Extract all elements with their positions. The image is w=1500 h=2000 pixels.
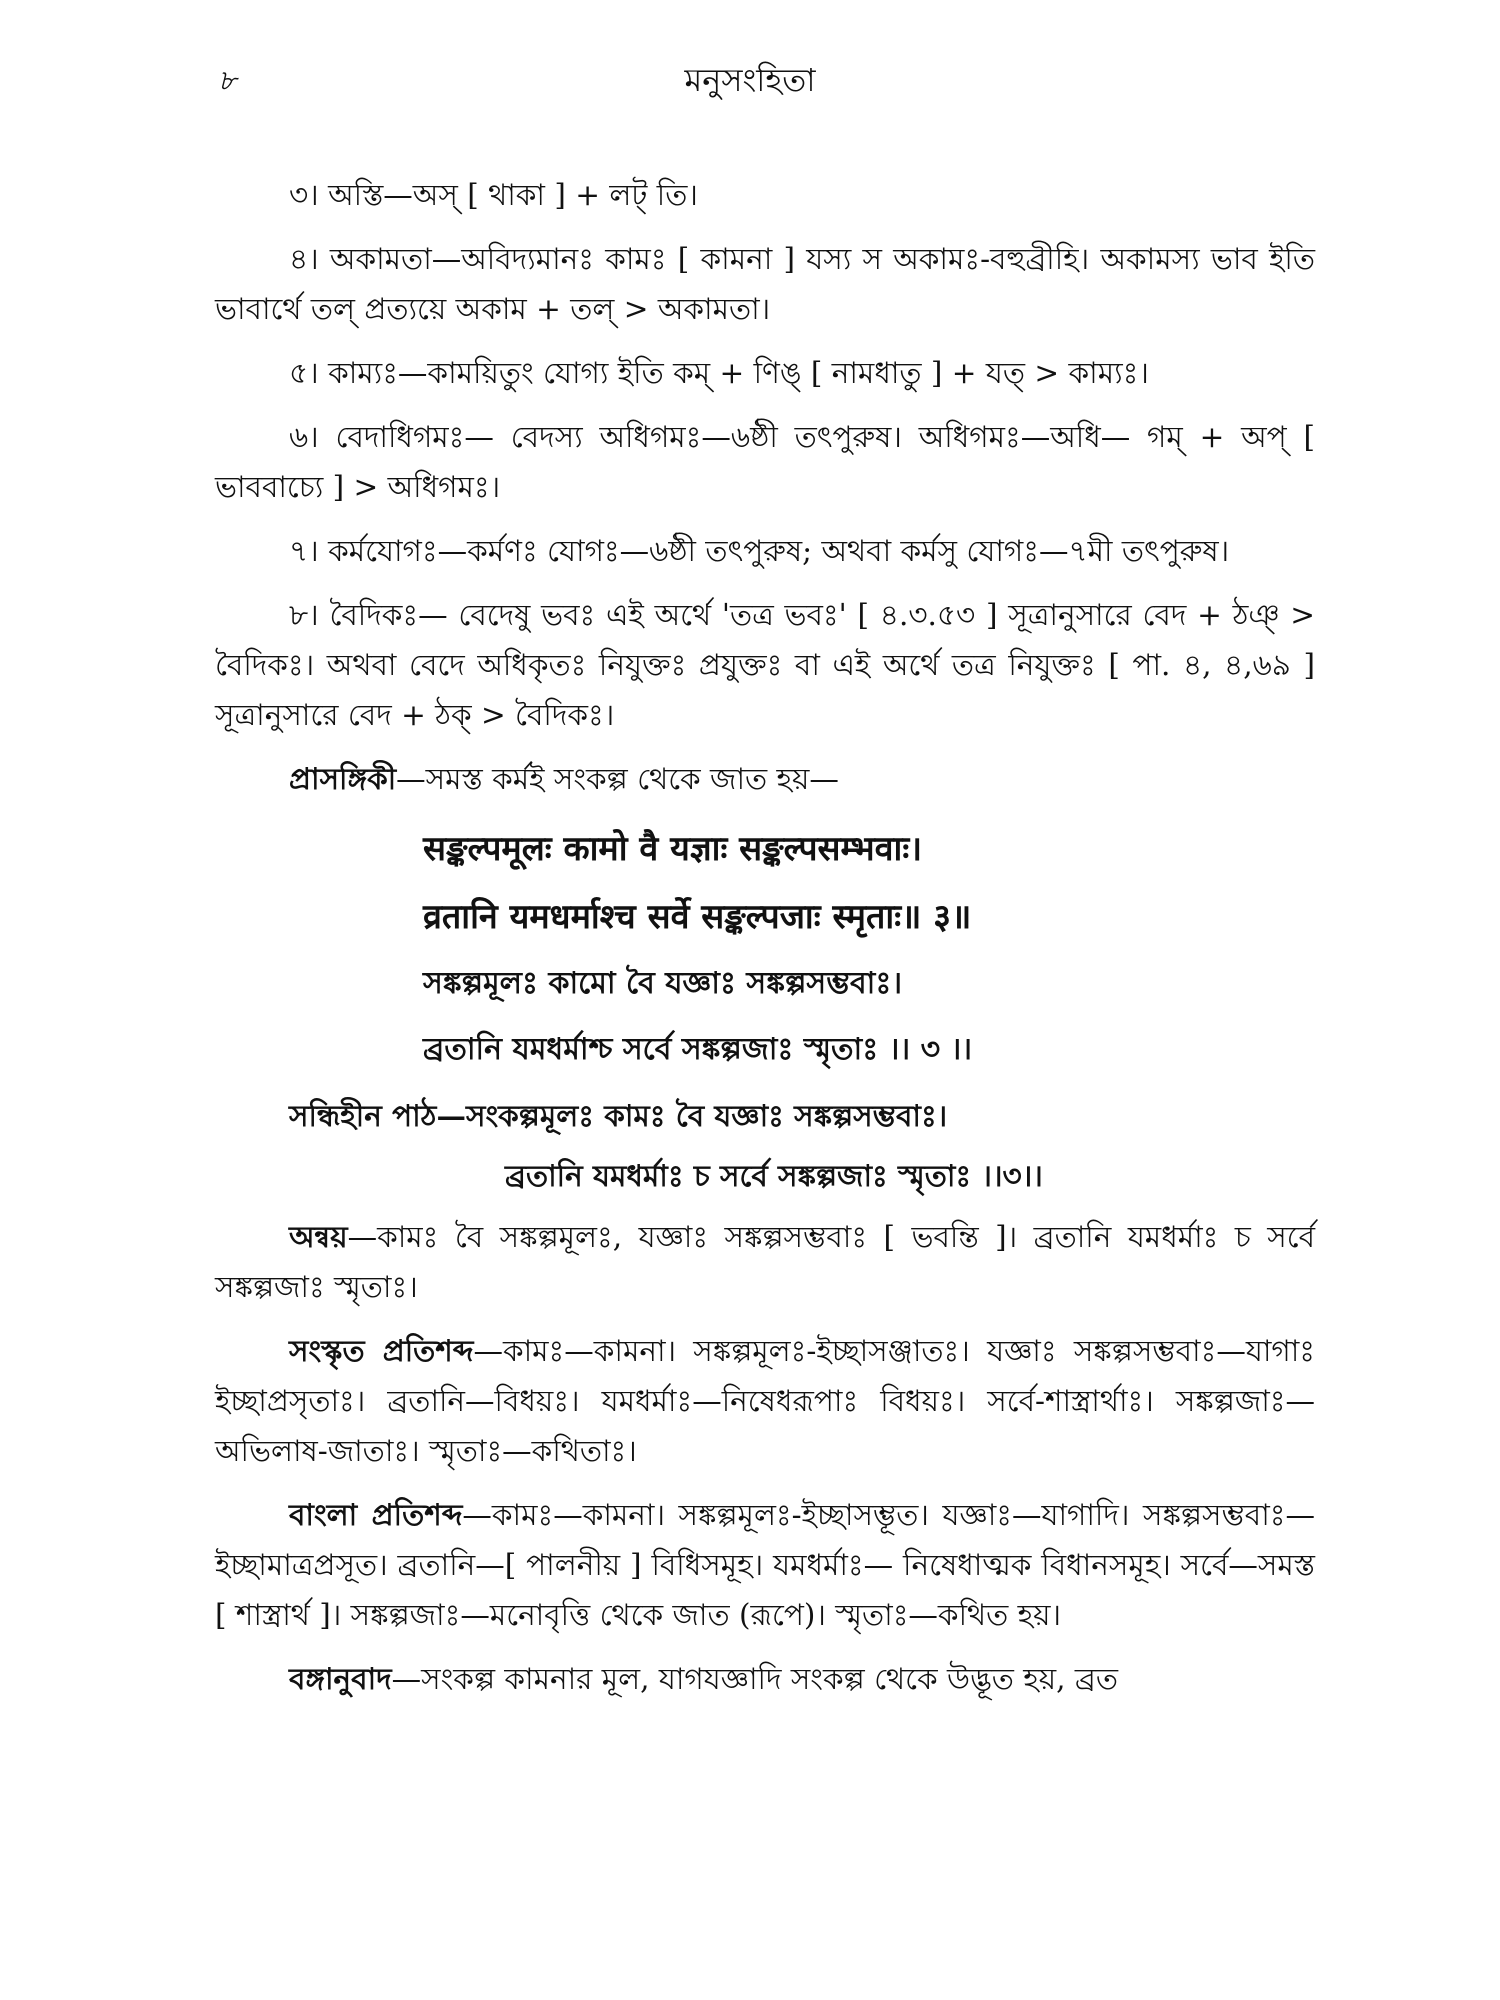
sanskrit-synonyms-paragraph bbox=[215, 1326, 1315, 1476]
sandhihin-path bbox=[215, 1086, 1315, 1206]
anvay-text: —কামঃ বৈ সঙ্কল্পমূলঃ, যজ্ঞাঃ সঙ্কল্পসম্ভবাঃ [ ভবন্তি ]। ব্রতানি যমধর্মাঃ চ সর্বে সঙ্কল্পজাঃ স্মৃতাঃ। bbox=[215, 1220, 1315, 1304]
page-body bbox=[215, 170, 1315, 1718]
page-number: ৮ bbox=[218, 64, 237, 97]
note-5: ৫। কাম্যঃ—কাময়িতুং যোগ্য ইতি কম্ + ণিঙ্ [ নামধাতু ] + যত্ > কাম্যঃ। bbox=[289, 356, 1149, 390]
translation-label: বঙ্গানুবাদ bbox=[289, 1661, 392, 1696]
prasangiki-paragraph bbox=[215, 754, 1315, 804]
sanskrit-synonyms-label: সংস্কৃত প্রতিশব্দ bbox=[289, 1333, 474, 1368]
note-3: ৩। অস্তি—অস্ [ থাকা ] + লট্ তি। bbox=[289, 178, 698, 212]
verse-bengali-line-1: সঙ্কল্পমূলঃ কামো বৈ যজ্ঞাঃ সঙ্কল্পসম্ভবাঃ। bbox=[423, 966, 903, 1001]
note-8: ৮। বৈদিকঃ— বেদেষু ভবঃ এই অর্থে 'তত্র ভবঃ' [ ৪.৩.৫৩ ] সূত্রানুসারে বেদ + ঠঞ্ > বৈদিকঃ। অথবা বেদে অধিকৃতঃ নিযুক্তঃ প্রযুক্তঃ বা এই অর্থে তত্র নিযুক্তঃ [ পা. ৪, ৪,৬৯ ] সূত্রানুসারে বেদ + ঠক্ > বৈদিকঃ। bbox=[215, 598, 1315, 732]
sanskrit-synonyms-text: —কামঃ—কামনা। সঙ্কল্পমূলঃ-ইচ্ছাসঞ্জাতঃ। যজ্ঞাঃ সঙ্কল্পসম্ভবাঃ—যাগাঃ ইচ্ছাপ্রসৃতাঃ। ব্রতানি—বিধয়ঃ। যমধর্মাঃ—নিষেধরূপাঃ বিধয়ঃ। সর্বে-শাস্ত্রার্থাঃ। সঙ্কল্পজাঃ—অভিলাষ-জাতাঃ। স্মৃতাঃ—কথিতাঃ। bbox=[215, 1334, 1315, 1468]
prasangiki-text: —সমস্ত কর্মই সংকল্প থেকে জাত হয়— bbox=[396, 762, 839, 796]
verse-bengali-line-2: ব্রতানি যমধর্মাশ্চ সর্বে সঙ্কল্পজাঃ স্মৃতাঃ ।। ৩ ।। bbox=[423, 1032, 972, 1067]
running-title: মনুসংহিতা bbox=[684, 61, 816, 99]
sandhihin-label: সন্ধিহীন পাঠ bbox=[289, 1098, 437, 1133]
verse-bengali bbox=[215, 954, 1315, 1080]
sandhihin-line-1 bbox=[215, 1086, 1315, 1146]
bangla-synonyms-paragraph bbox=[215, 1490, 1315, 1640]
verse-devanagari-line-2: व्रतानि यमधर्माश्च सर्वे सङ्कल्पजाः स्मृताः॥ ३॥ bbox=[423, 897, 972, 937]
prasangiki-label: প্রাসঙ্গিকী bbox=[289, 761, 397, 796]
anvay-label: অন্বয় bbox=[289, 1219, 348, 1254]
translation-paragraph bbox=[215, 1654, 1315, 1704]
verse-devanagari-line-1: सङ्कल्पमूलः कामो वै यज्ञाः सङ्कल्पसम्भवाः। bbox=[423, 829, 923, 869]
page-header bbox=[0, 55, 1500, 115]
note-7: ৭। কর্মযোগঃ—কর্মণঃ যোগঃ—৬ষ্ঠী তৎপুরুষ; অথবা কর্মসু যোগঃ—৭মী তৎপুরুষ। bbox=[289, 534, 1230, 568]
bangla-synonyms-label: বাংলা প্রতিশব্দ bbox=[289, 1497, 463, 1532]
note-4: ৪। অকামতা—অবিদ্যমানঃ কামঃ [ কামনা ] যস্য স অকামঃ-বহুব্রীহি। অকামস্য ভাব ইতি ভাবার্থে তল্ প্রত্যয়ে অকাম + তল্ > অকামতা। bbox=[215, 242, 1315, 326]
sandhihin-line-1-text: —সংকল্পমূলঃ কামঃ বৈ যজ্ঞাঃ সঙ্কল্পসম্ভবাঃ। bbox=[436, 1098, 948, 1133]
note-6: ৬। বেদাধিগমঃ— বেদস্য অধিগমঃ—৬ষ্ঠী তৎপুরুষ। অধিগমঃ—অধি— গম্ + অপ্ [ ভাববাচ্যে ] > অধিগমঃ। bbox=[215, 420, 1315, 504]
anvay-paragraph bbox=[215, 1212, 1315, 1312]
bangla-synonyms-text: —কামঃ—কামনা। সঙ্কল্পমূলঃ-ইচ্ছাসম্ভূত। যজ্ঞাঃ—যাগাদি। সঙ্কল্পসম্ভবাঃ—ইচ্ছামাত্রপ্রসূত। ব্রতানি—[ পালনীয় ] বিধিসমূহ। যমধর্মাঃ— নিষেধাত্মক বিধানসমূহ। সর্বে—সমস্ত [ শাস্ত্রার্থ ]। সঙ্কল্পজাঃ—মনোবৃত্তি থেকে জাত (রূপে)। স্মৃতাঃ—কথিত হয়। bbox=[215, 1498, 1315, 1632]
translation-text: —সংকল্প কামনার মূল, যাগযজ্ঞাদি সংকল্প থেকে উদ্ভূত হয়, ব্রত bbox=[391, 1662, 1118, 1696]
sandhihin-line-2: ব্রতানি যমধর্মাঃ চ সর্বে সঙ্কল্পজাঃ স্মৃতাঃ ।।৩।। bbox=[505, 1158, 1043, 1193]
verse-devanagari bbox=[215, 818, 1315, 948]
